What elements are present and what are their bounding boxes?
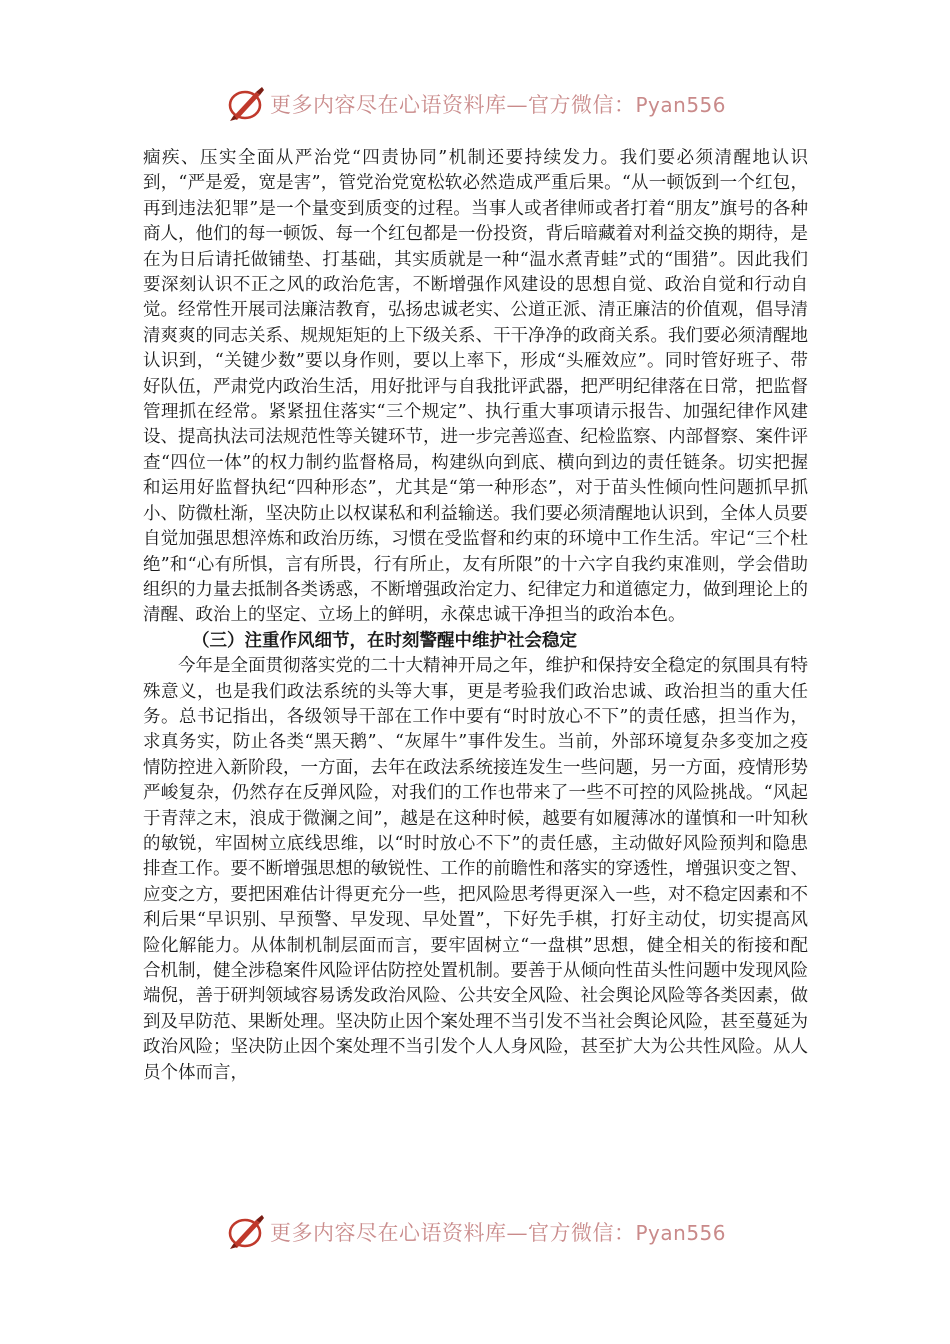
banner-text xyxy=(270,1217,726,1247)
header-watermark-banner xyxy=(226,82,746,126)
pen-logo-icon xyxy=(226,84,266,124)
footer-watermark-banner xyxy=(226,1210,746,1254)
wechat-id: Pyan556 xyxy=(635,93,727,117)
wechat-id: Pyan556 xyxy=(635,1221,727,1245)
section-heading: （三）注重作风细节，在时刻警醒中维护社会稳定 xyxy=(192,630,577,651)
pen-logo-icon xyxy=(226,1212,266,1252)
document-body xyxy=(143,146,808,1086)
banner-text xyxy=(270,89,726,119)
body-paragraph: 今年是全面贯彻落实党的二十大精神开局之年，维护和保持安全稳定的氛围具有特殊意义，也是我们政法系统的头等大事，更是考验我们政治忠诚、政治担当的重大任务。总书记指出，各级领导干部在工作中要有“时时放心不下”的责任感，担当作为，求真务实，防止各类“黑天鹅”、“灰犀牛”事件发生。当前，外部环境复杂多变加之疫情防控进入新阶段，一方面，去年在政法系统接连发生一些问题，另一方面，疫情形势严峻复杂，仍然存在反弹风险，对我们的工作也带来了一些不可控的风险挑战。“风起于青萍之末，浪成于微澜之间”，越是在这种时候，越要有如履薄冰的谨慎和一叶知秋的敏锐，牢固树立底线思维，以“时时放心不下”的责任感，主动做好风险预判和隐患排查工作。要不断增强思想的敏锐性、工作的前瞻性和落实的穿透性，增强识变之智、应变之方，要把困难估计得更充分一些，把风险思考得更深入一些，对不稳定因素和不利后果“早识别、早预警、早发现、早处置”，下好先手棋，打好主动仗，切实提高风险化解能力。从体制机制层面而言，要牢固树立“一盘棋”思想，健全相关的衔接和配合机制，健全涉稳案件风险评估防控处置机制。要善于从倾向性苗头性问题中发现风险端倪，善于研判领域容易诱发政治风险、公共安全风险、社会舆论风险等各类因素，做到及早防范、果断处理。坚决防止因个案处理不当引发不当社会舆论风险，甚至蔓延为政治风险；坚决防止因个案处理不当引发个人人身风险，甚至扩大为公共性风险。从人员个体而言， xyxy=(143,656,808,1083)
banner-main-text: 更多内容尽在心语资料库—官方微信： xyxy=(270,93,636,117)
banner-main-text: 更多内容尽在心语资料库—官方微信： xyxy=(270,1221,636,1245)
body-paragraph-continued: 痼疾、压实全面从严治党“四责协同”机制还要持续发力。我们要必须清醒地认识到，“严是爱，宽是害”，管党治党宽松软必然造成严重后果。“从一顿饭到一个红包，再到违法犯罪”是一个量变到质变的过程。当事人或者律师或者打着“朋友”旗号的各种商人，他们的每一顿饭、每一个红包都是一份投资，背后暗藏着对利益交换的期待，是在为日后请托做铺垫、打基础，其实质就是一种“温水煮青蛙”式的“围猎”。因此我们要深刻认识不正之风的政治危害，不断增强作风建设的思想自觉、政治自觉和行动自觉。经常性开展司法廉洁教育，弘扬忠诚老实、公道正派、清正廉洁的价值观，倡导清清爽爽的同志关系、规规矩矩的上下级关系、干干净净的政商关系。我们要必须清醒地认识到，“关键少数”要以身作则，要以上率下，形成“头雁效应”。同时管好班子、带好队伍，严肃党内政治生活，用好批评与自我批评武器，把严明纪律落在日常，把监督管理抓在经常。紧紧扭住落实“三个规定”、执行重大事项请示报告、加强纪律作风建设、提高执法司法规范性等关键环节，进一步完善巡查、纪检监察、内部督察、案件评查“四位一体”的权力制约监督格局，构建纵向到底、横向到边的责任链条。切实把握和运用好监督执纪“四种形态”，尤其是“第一种形态”，对于苗头性倾向性问题抓早抓小、防微杜渐，坚决防止以权谋私和利益输送。我们要必须清醒地认识到，全体人员要自觉加强思想淬炼和政治历练，习惯在受监督和约束的环境中工作生活。牢记“三个杜绝”和“心有所惧，言有所畏，行有所止，友有所限”的十六字自我约束准则，学会借助组织的力量去抵制各类诱惑，不断增强政治定力、纪律定力和道德定力，做到理论上的清醒、政治上的坚定、立场上的鲜明，永葆忠诚干净担当的政治本色。 xyxy=(143,148,808,626)
